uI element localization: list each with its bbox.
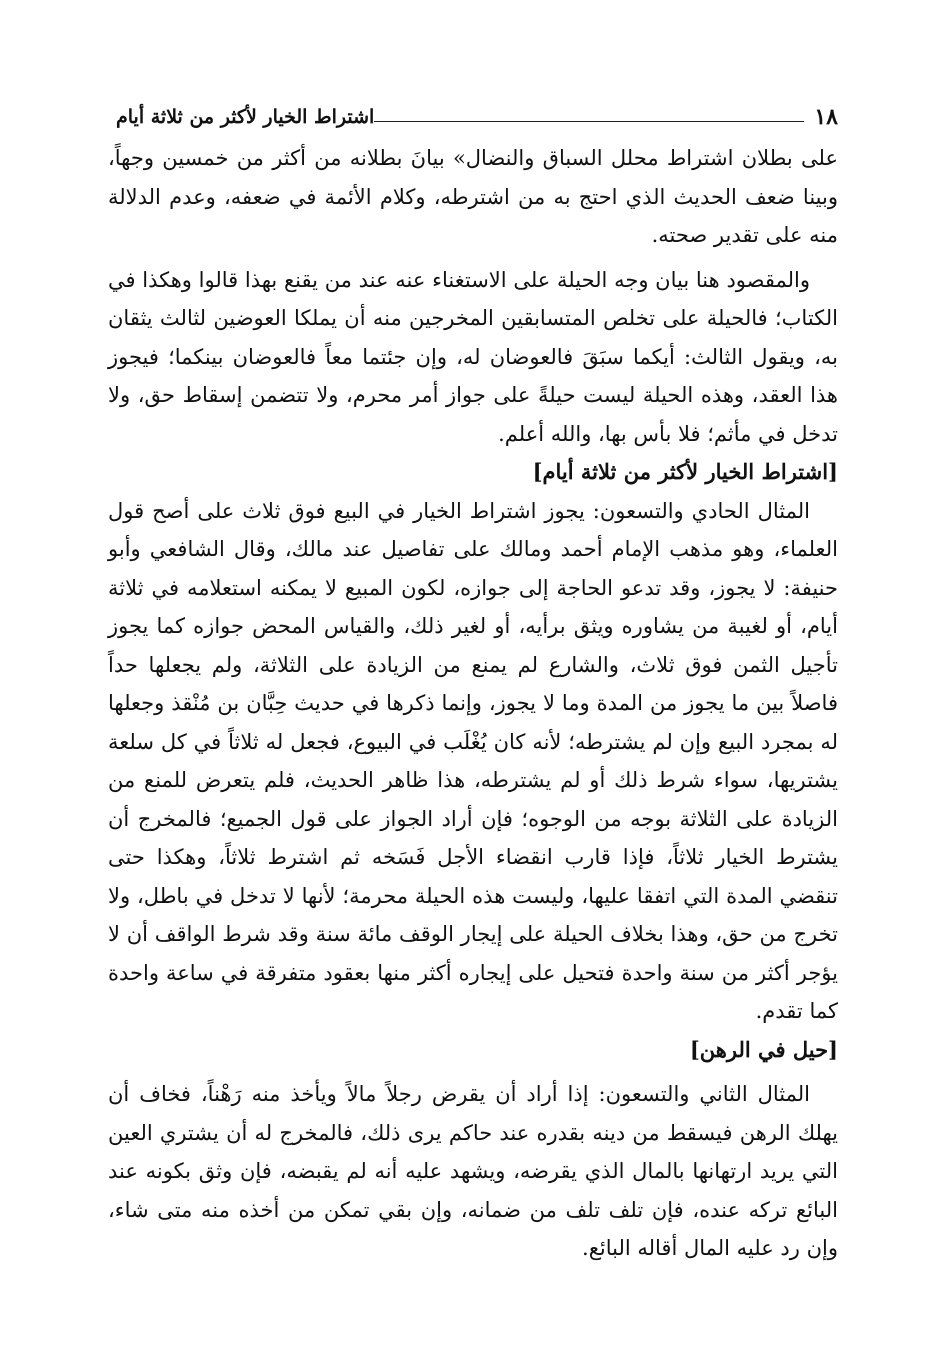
header-rule [374, 121, 804, 122]
section-heading-option-stipulation: [اشتراط الخيار لأكثر من ثلاثة أيام] [532, 459, 838, 484]
paragraph-example-91: المثال الحادي والتسعون: يجوز اشتراط الخيار في البيع فوق ثلاث على أصح قول العلماء، وهو مذهب الإمام أحمد ومالك على تفاصيل عند مالك، وقال الشافعي وأبو حنيفة: لا يجوز، وقد تدعو الحاجة إلى جوازه، لكون المبيع لا يمكنه استعلامه في ثلاثة أيام، أو لغيبة من يشاوره ويثق برأيه، أو لغير ذلك، والقياس المحض جوازه كما يجوز تأجيل الثمن فوق ثلاث، والشارع لم يمنع من الزيادة على الثلاثة، ولم يجعلها حداً فاصلاً بين ما يجوز من المدة وما لا يجوز، وإنما ذكرها في حديث حِبَّان بن مُنْقذ وجعلها له بمجرد البيع وإن لم يشترطه؛ لأنه كان يُغْلَب في البيوع، فجعل له ثلاثاً في كل سلعة يشتريها، سواء شرط ذلك أو لم يشترطه، هذا ظاهر الحديث، فلم يتعرض للمنع من الزيادة على الثلاثة بوجه من الوجوه؛ فإن أراد الجواز على قول الجميع؛ فالمخرج أن يشترط الخيار ثلاثاً، فإذا قارب انقضاء الأجل فَسَخه ثم اشترط ثلاثاً، وهكذا حتى تنقضي المدة التي اتفقا عليها، وليست هذه الحيلة محرمة؛ لأنها لا تدخل في باطل، ولا تخرج من حق، وهذا بخلاف الحيلة على إيجار الوقف مائة سنة وقد شرط الواقف أن لا يؤجر أكثر من سنة واحدة فتحيل على إيجاره أكثر منها بعقود متفرقة في ساعة واحدة كما تقدم. [108, 498, 838, 1023]
paragraph-horse-race-trick: والمقصود هنا بيان وجه الحيلة على الاستغناء عنه عند من يقنع بهذا قالوا وهكذا في الكتاب؛ فالحيلة على تخلص المتسابقين المخرجين منه أن يملكا العوضين لثالث يثقان به، ويقول الثالث: أيكما سبَقَ فالعوضان له، وإن جئتما معاً فالعوضان بينكما؛ فيجوز هذا العقد، وهذه الحيلة ليست حيلةً على جواز أمر محرم، ولا تتضمن إسقاط حق، ولا تدخل في مأثم؛ فلا بأس بها، والله أعلم. [108, 267, 838, 446]
book-page [108, 95, 838, 1268]
page-body [108, 139, 838, 1268]
paragraph-continuation: على بطلان اشتراط محلل السباق والنضال» بيانَ بطلانه من أكثر من خمسين وجهاً، وبينا ضعف الحديث الذي احتج به من اشترطه، وكلام الأئمة في ضعفه، وعدم الدلالة منه على تقدير صحته. [108, 146, 838, 247]
running-header [108, 95, 838, 129]
running-title: اشتراط الخيار لأكثر من ثلاثة أيام [116, 106, 375, 128]
page-number: ١٨ [814, 104, 838, 130]
paragraph-example-92: المثال الثاني والتسعون: إذا أراد أن يقرض رجلاً مالاً ويأخذ منه رَهْناً، فخاف أن يهلك الرهن فيسقط من دينه بقدره عند حاكم يرى ذلك، فالمخرج له أن يشتري العين التي يريد ارتهانها بالمال الذي يقرضه، ويشهد عليه أنه لم يقبضه، فإن وثق بكونه عند البائع تركه عنده، فإن تلف تلف من ضمانه، وإن بقي تمكن من أخذه منه متى شاء، وإن رد عليه المال أقاله البائع. [108, 1082, 838, 1260]
section-heading-pledge-tricks: [حيل في الرهن] [689, 1036, 838, 1062]
